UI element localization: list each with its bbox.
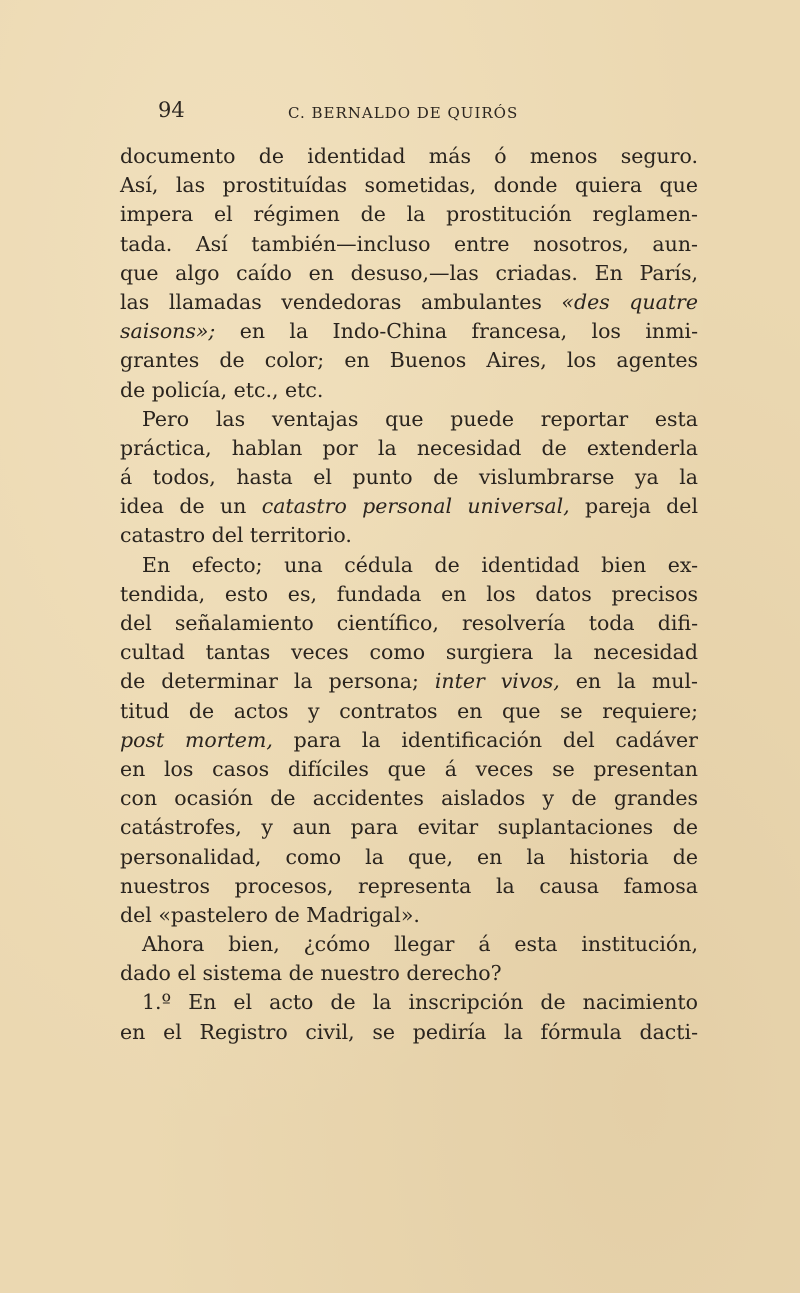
text-line: tada. Así también—incluso entre nosotros, aun-	[120, 231, 698, 256]
italic-phrase: catastro personal universal,	[261, 494, 570, 519]
text-line: del señalamiento científico, resolvería toda difi-	[120, 611, 698, 635]
page-number: 94	[158, 98, 185, 122]
text-line: catastro del territorio.	[120, 523, 352, 548]
text-line: en el Registro civil, se pediría la fórmula dacti-	[120, 1019, 698, 1044]
running-head	[158, 98, 558, 128]
text-line: tendida, esto es, fundada en los datos precisos	[120, 581, 698, 606]
text-line: de policía, etc., etc.	[120, 377, 324, 402]
italic-phrase: «des quatre	[561, 289, 698, 314]
text-line: personalidad, como la que, en la historia de	[120, 844, 698, 869]
italic-phrase: inter vivos,	[434, 669, 560, 694]
text-line: En efecto; una cédula de identidad bien ex-	[142, 552, 698, 577]
text-line: impera el régimen de la prostitución reglamen-	[120, 202, 698, 227]
text-line: dado el sistema de nuestro derecho?	[120, 961, 502, 986]
text-line: del «pastelero de Madrigal».	[120, 902, 420, 927]
text-line: post mortem, para la identificación del cadáver	[120, 727, 698, 752]
text-line: catástrofes, y aun para evitar suplantaciones de	[120, 815, 698, 840]
text-line: saisons»; en la Indo-China francesa, los inmi-	[120, 319, 698, 344]
running-title: C. BERNALDO DE QUIRÓS	[288, 104, 519, 122]
text-line: práctica, hablan por la necesidad de extenderla	[120, 435, 698, 460]
text-line: 1.º En el acto de la inscripción de nacimiento	[142, 990, 698, 1015]
text-line: Así, las prostituídas sometidas, donde quiera que	[120, 173, 698, 198]
text-line: las llamadas vendedoras ambulantes «des quatre	[120, 289, 698, 314]
text-line: con ocasión de accidentes aislados y de grandes	[120, 786, 698, 811]
text-line: Ahora bien, ¿cómo llegar á esta institución,	[142, 932, 698, 957]
text-line: en los casos difíciles que á veces se presentan	[120, 756, 698, 781]
text-line: que algo caído en desuso,—las criadas. En París,	[120, 260, 698, 285]
text-line: á todos, hasta el punto de vislumbrarse ya la	[120, 465, 698, 490]
text-line: Pero las ventajas que puede reportar esta	[142, 406, 698, 431]
italic-phrase: post mortem,	[120, 727, 273, 752]
text-line: titud de actos y contratos en que se requiere;	[120, 698, 698, 723]
text-line: de determinar la persona; inter vivos, en la mul-	[120, 669, 698, 694]
text-line: idea de un catastro personal universal, pareja del	[120, 494, 698, 519]
body-text	[120, 142, 698, 1047]
text-line: cultad tantas veces como surgiera la necesidad	[120, 640, 698, 665]
text-line: nuestros procesos, representa la causa famosa	[120, 873, 698, 898]
italic-phrase: saisons»;	[120, 319, 216, 344]
text-line: grantes de color; en Buenos Aires, los agentes	[120, 348, 698, 373]
text-line: documento de identidad más ó menos seguro.	[120, 144, 698, 168]
